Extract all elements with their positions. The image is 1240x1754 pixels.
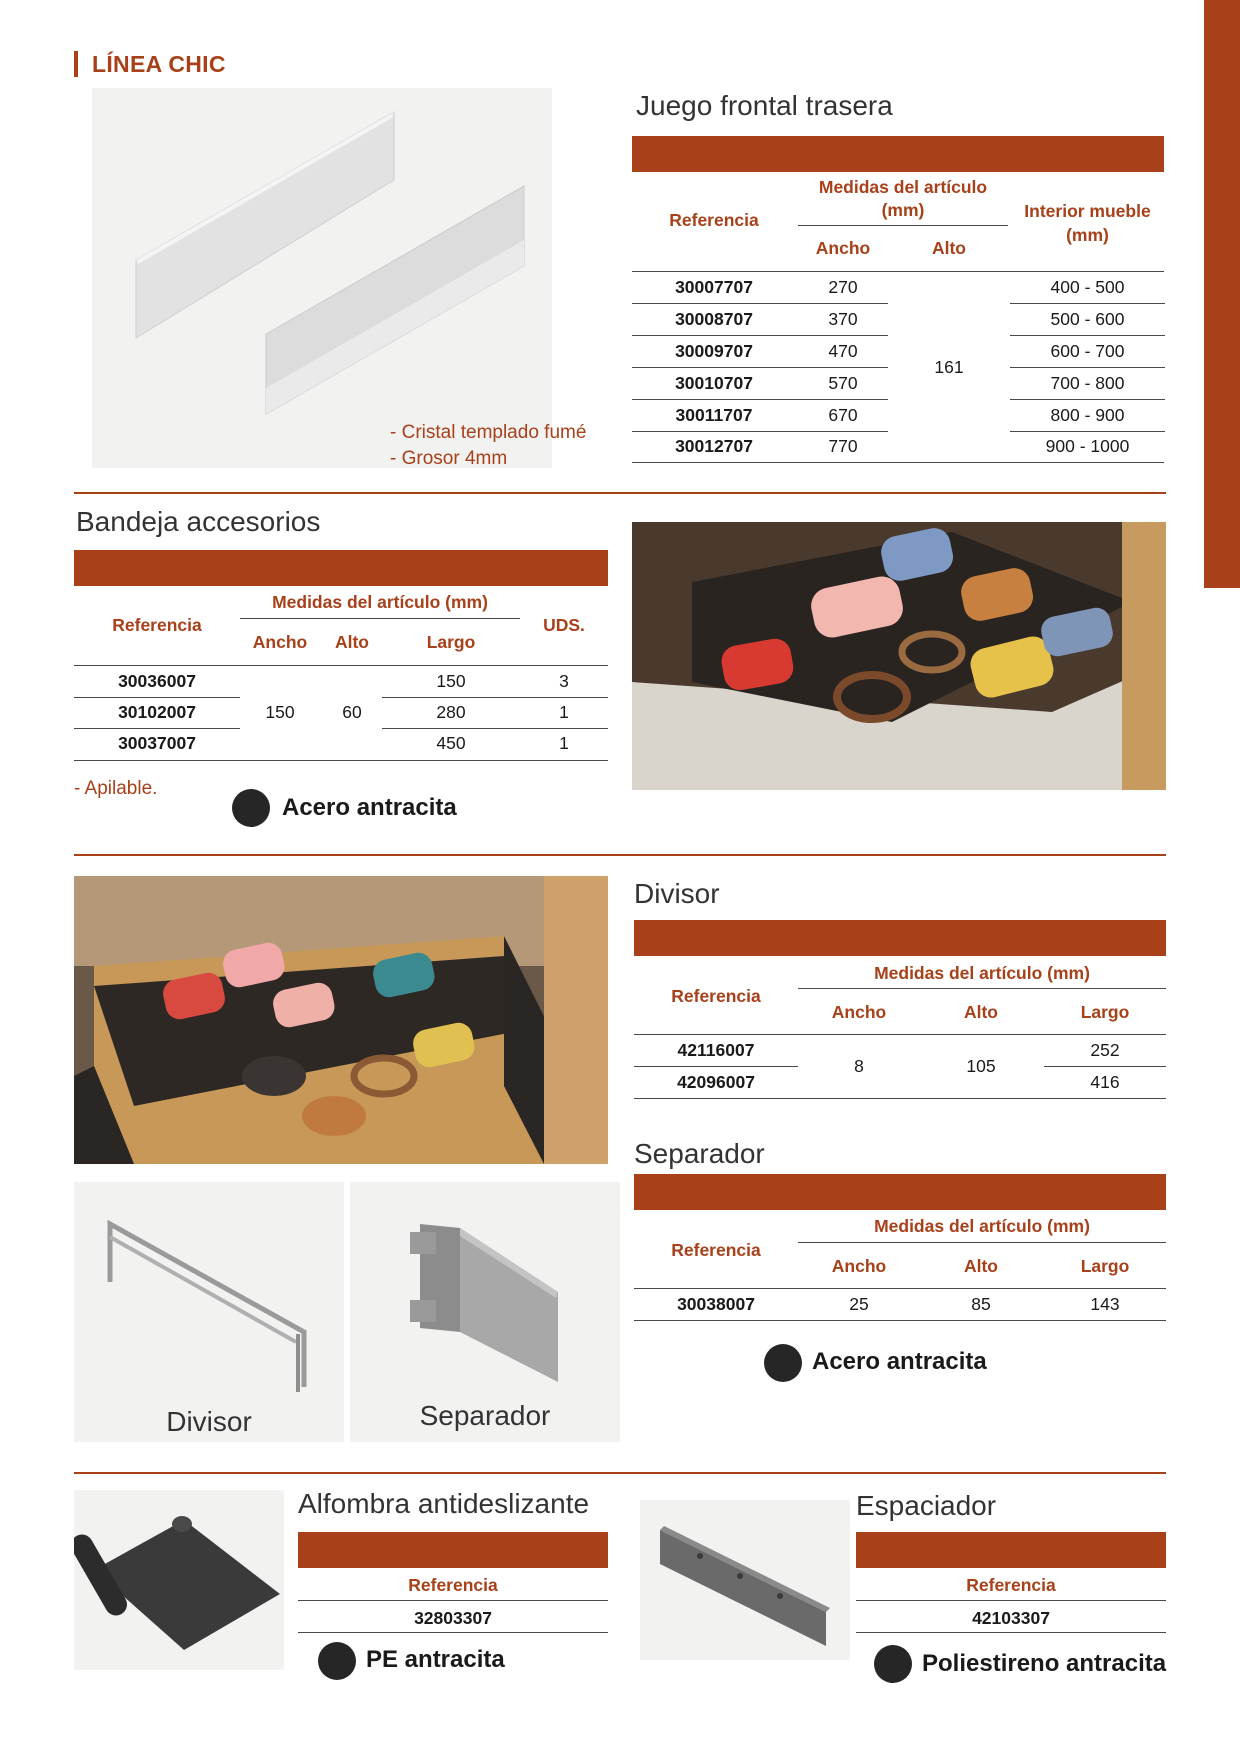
bandeja-section-title: Bandeja accesorios <box>76 506 321 537</box>
bandeja-row-rule <box>74 697 240 698</box>
juego-row-rule <box>1010 367 1165 368</box>
tray-photo <box>632 522 1166 790</box>
section-divider <box>74 492 1166 494</box>
bandeja-col-ref: Referencia <box>112 615 202 635</box>
bandeja-row-rule <box>74 728 240 729</box>
bandeja-col-ancho: Ancho <box>252 632 308 652</box>
divisor-bottom-rule <box>634 1098 1166 1099</box>
divisor-table-header-bar <box>634 920 1166 956</box>
glass-panels-image <box>92 88 552 468</box>
juego-row-rule <box>632 303 888 304</box>
glass-panels-icon <box>92 88 552 468</box>
alfombra-section-title: Alfombra antideslizante <box>298 1488 590 1519</box>
bandeja-row-largo: 150 <box>436 671 466 691</box>
color-swatch <box>318 1642 356 1680</box>
bandeja-row-rule <box>382 697 608 698</box>
juego-row-interior: 700 - 800 <box>1050 373 1125 393</box>
divisor-row-rule <box>634 1066 798 1067</box>
bandeja-bottom-rule <box>74 760 608 761</box>
juego-col-ancho: Ancho <box>815 238 871 258</box>
juego-row-ref: 30011707 <box>675 405 753 425</box>
bandeja-row-uds: 1 <box>559 702 569 722</box>
espaciador-bottom-rule <box>856 1632 1166 1633</box>
juego-row-ancho: 670 <box>828 405 858 425</box>
bandeja-row-ref: 30102007 <box>118 702 196 722</box>
juego-row-ref: 30008707 <box>675 309 753 329</box>
separador-product-image <box>350 1182 620 1442</box>
alfombra-bottom-rule <box>298 1632 608 1633</box>
bandeja-col-uds: UDS. <box>543 615 585 635</box>
separador-row-ancho: 25 <box>849 1294 869 1314</box>
bandeja-row-uds: 3 <box>559 671 569 691</box>
espaciador-section-title: Espaciador <box>856 1490 997 1521</box>
divisor-col-medidas: Medidas del artículo (mm) <box>874 963 1090 983</box>
juego-row-interior: 400 - 500 <box>1050 277 1125 297</box>
separador-finish-label: Acero antracita <box>812 1348 987 1375</box>
juego-row-interior: 500 - 600 <box>1050 309 1125 329</box>
juego-row-rule <box>632 431 888 432</box>
separador-row-alto: 85 <box>971 1294 991 1314</box>
juego-section-title: Juego frontal trasera <box>636 90 893 121</box>
juego-row-rule <box>632 399 888 400</box>
juego-row-ancho: 570 <box>828 373 858 393</box>
bandeja-col-alto: Alto <box>334 632 370 652</box>
divisor-row-ref: 42116007 <box>677 1040 755 1060</box>
juego-col-medidas: Medidas del artículo (mm) <box>818 177 988 220</box>
juego-row-ancho: 770 <box>828 436 858 456</box>
juego-row-rule <box>1010 399 1165 400</box>
juego-bottom-rule <box>632 462 1164 463</box>
page-title-text: LÍNEA CHIC <box>92 50 226 77</box>
alfombra-table-header-bar <box>298 1532 608 1568</box>
divisor-col-alto: Alto <box>963 1002 999 1022</box>
side-accent-bar <box>1204 0 1240 588</box>
espaciador-product-image <box>640 1500 850 1660</box>
juego-medidas-rule <box>798 225 1008 226</box>
divisor-medidas-rule <box>798 988 1166 989</box>
divider-drawer-photo-icon <box>74 876 608 1164</box>
divisor-header-rule <box>634 1034 1166 1035</box>
juego-col-interior: Interior mueble (mm) <box>1024 201 1151 245</box>
espaciador-table-header-bar <box>856 1532 1166 1568</box>
divisor-col-ancho: Ancho <box>831 1002 887 1022</box>
espaciador-header-rule <box>856 1600 1166 1601</box>
alfombra-product-image <box>74 1490 284 1670</box>
divider-drawer-photo <box>74 876 608 1164</box>
separador-section-title: Separador <box>634 1138 765 1169</box>
divisor-product-image <box>74 1182 344 1442</box>
juego-row-ref: 30009707 <box>675 341 753 361</box>
juego-row-rule <box>1010 303 1165 304</box>
bandeja-note: - Apilable. <box>74 778 158 799</box>
color-swatch <box>232 789 270 827</box>
separador-col-ancho: Ancho <box>831 1256 887 1276</box>
bandeja-col-largo: Largo <box>426 632 476 652</box>
bandeja-col-medidas: Medidas del artículo (mm) <box>272 592 488 612</box>
separador-bracket-icon <box>350 1182 620 1392</box>
juego-row-ref: 30010707 <box>675 373 753 393</box>
divisor-rail-icon <box>74 1182 344 1392</box>
divisor-section-title: Divisor <box>634 878 720 909</box>
separador-header-rule <box>634 1288 1166 1289</box>
divisor-row-largo: 416 <box>1090 1072 1120 1092</box>
juego-row-ref: 30007707 <box>675 277 753 297</box>
bandeja-row-largo: 450 <box>436 733 466 753</box>
divisor-caption: Divisor <box>166 1406 252 1437</box>
title-accent-bar <box>74 51 78 77</box>
bandeja-row-largo: 280 <box>436 702 466 722</box>
juego-alto-value: 161 <box>934 357 964 377</box>
alfombra-col-ref: Referencia <box>408 1575 498 1595</box>
bandeja-alto-value: 60 <box>342 702 362 722</box>
juego-table-header-bar <box>632 136 1164 172</box>
juego-col-alto: Alto <box>931 238 967 258</box>
separador-caption: Separador <box>419 1400 551 1431</box>
divisor-row-largo: 252 <box>1090 1040 1120 1060</box>
tray-photo-icon <box>632 522 1166 790</box>
separador-bottom-rule <box>634 1320 1166 1321</box>
spacer-bar-icon <box>640 1500 850 1660</box>
alfombra-header-rule <box>298 1600 608 1601</box>
bandeja-finish-label: Acero antracita <box>282 794 457 821</box>
page-title <box>74 48 226 80</box>
alfombra-ref: 32803307 <box>414 1608 492 1628</box>
divisor-ancho-value: 8 <box>854 1056 864 1076</box>
juego-row-interior: 600 - 700 <box>1050 341 1125 361</box>
juego-row-rule <box>632 335 888 336</box>
juego-col-ref: Referencia <box>669 210 759 230</box>
juego-header-rule <box>632 271 1164 272</box>
juego-row-ancho: 470 <box>828 341 858 361</box>
color-swatch <box>874 1645 912 1683</box>
separador-row-largo: 143 <box>1090 1294 1120 1314</box>
divisor-row-rule <box>1044 1066 1166 1067</box>
bandeja-row-ref: 30037007 <box>118 733 196 753</box>
bandeja-table-header-bar <box>74 550 608 586</box>
section-divider <box>74 854 1166 856</box>
espaciador-ref: 42103307 <box>972 1608 1050 1628</box>
bandeja-header-rule <box>74 665 608 666</box>
juego-note-1: - Cristal templado fumé <box>390 422 587 443</box>
juego-row-rule <box>1010 431 1165 432</box>
separador-table-header-bar <box>634 1174 1166 1210</box>
separador-col-alto: Alto <box>963 1256 999 1276</box>
separador-col-largo: Largo <box>1080 1256 1130 1276</box>
juego-note-2: - Grosor 4mm <box>390 448 508 469</box>
color-swatch <box>764 1344 802 1382</box>
separador-col-medidas: Medidas del artículo (mm) <box>874 1216 1090 1236</box>
divisor-row-ref: 42096007 <box>677 1072 755 1092</box>
espaciador-col-ref: Referencia <box>966 1575 1056 1595</box>
juego-row-rule <box>1010 335 1165 336</box>
juego-row-interior: 800 - 900 <box>1050 405 1125 425</box>
mat-roll-icon <box>74 1490 284 1670</box>
alfombra-finish-label: PE antracita <box>366 1646 505 1673</box>
bandeja-row-ref: 30036007 <box>118 671 196 691</box>
separador-col-ref: Referencia <box>671 1240 761 1260</box>
divisor-col-ref: Referencia <box>671 986 761 1006</box>
juego-row-ref: 30012707 <box>675 436 753 456</box>
separador-row-ref: 30038007 <box>677 1294 755 1314</box>
juego-row-ancho: 370 <box>828 309 858 329</box>
section-divider <box>74 1472 1166 1474</box>
juego-row-rule <box>632 367 888 368</box>
divisor-col-largo: Largo <box>1080 1002 1130 1022</box>
espaciador-finish-label: Poliestireno antracita <box>922 1650 1167 1677</box>
divisor-alto-value: 105 <box>966 1056 996 1076</box>
bandeja-row-rule <box>382 728 608 729</box>
bandeja-medidas-rule <box>240 618 520 619</box>
bandeja-ancho-value: 150 <box>265 702 295 722</box>
bandeja-row-uds: 1 <box>559 733 569 753</box>
juego-row-interior: 900 - 1000 <box>1045 436 1130 456</box>
separador-medidas-rule <box>798 1242 1166 1243</box>
juego-row-ancho: 270 <box>828 277 858 297</box>
